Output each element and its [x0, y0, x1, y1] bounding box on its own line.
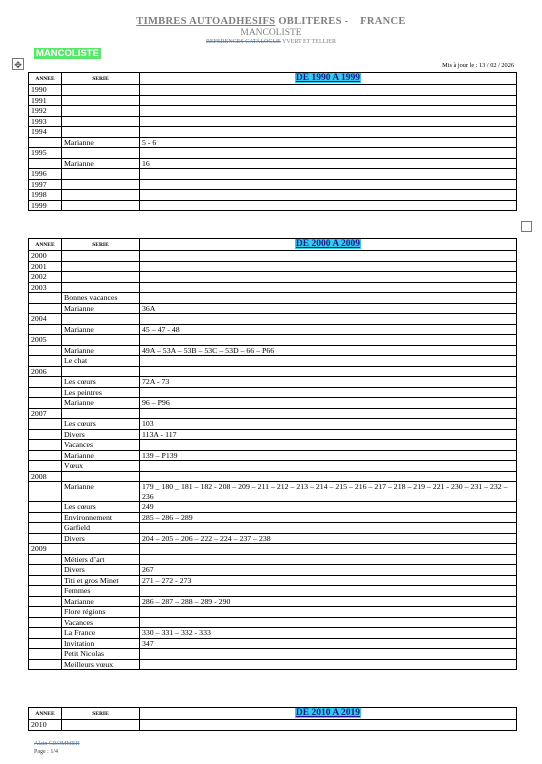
table-row: [29, 335, 517, 346]
year-cell: 2003: [29, 282, 62, 293]
table-move-handle-icon[interactable]: ✥: [12, 58, 24, 70]
stamp-numbers-cell: [140, 461, 517, 472]
serie-cell: [62, 335, 140, 346]
serie-cell: [62, 179, 140, 190]
stamp-numbers-cell: 72A - 73: [140, 377, 517, 388]
table-row: [29, 200, 517, 211]
serie-cell: Vacances: [62, 617, 140, 628]
year-column-header: ANNEE: [29, 708, 62, 720]
stamp-numbers-cell: [140, 127, 517, 138]
table-row: [29, 251, 517, 262]
year-cell: [29, 628, 62, 639]
table-row: [29, 429, 517, 440]
stamp-numbers-cell: 5 - 6: [140, 137, 517, 148]
page-footer: [34, 740, 80, 756]
serie-cell: [62, 261, 140, 272]
table-row: [29, 565, 517, 576]
serie-cell: [62, 148, 140, 159]
stamp-numbers-cell: [140, 200, 517, 211]
stamp-numbers-cell: [140, 190, 517, 201]
serie-cell: [62, 544, 140, 555]
table-row: [29, 419, 517, 430]
year-cell: [29, 440, 62, 451]
last-updated: Mis à jour le : 13 / 02 / 2026: [442, 62, 514, 69]
serie-cell: Marianne: [62, 137, 140, 148]
stamp-numbers-cell: [140, 471, 517, 482]
year-cell: 1998: [29, 190, 62, 201]
stamp-numbers-cell: [140, 106, 517, 117]
table-row: [29, 314, 517, 325]
table-row: [29, 720, 517, 731]
stamp-numbers-cell: [140, 314, 517, 325]
table-row: [29, 523, 517, 534]
stamp-numbers-cell: 330 – 331 – 332 - 333: [140, 628, 517, 639]
stamp-numbers-cell: [140, 116, 517, 127]
period-label: DE 2010 A 2019: [295, 708, 361, 719]
year-cell: 2000: [29, 251, 62, 262]
year-cell: [29, 429, 62, 440]
stamp-numbers-cell: [140, 95, 517, 106]
table-row: [29, 293, 517, 304]
stamp-numbers-cell: [140, 659, 517, 670]
serie-cell: [62, 85, 140, 96]
year-cell: [29, 377, 62, 388]
stamp-numbers-cell: 113A - 117: [140, 429, 517, 440]
page-number: Page : 1/4: [34, 749, 58, 755]
stamp-numbers-cell: [140, 85, 517, 96]
table-row: [29, 408, 517, 419]
stamp-numbers-cell: 204 – 205 – 206 – 222 – 224 – 237 – 238: [140, 533, 517, 544]
serie-cell: Meilleurs vœux: [62, 659, 140, 670]
table-row: [29, 502, 517, 513]
year-cell: 2004: [29, 314, 62, 325]
stamp-numbers-cell: [140, 440, 517, 451]
reference-rest: YVERT ET TELLIER: [280, 39, 336, 45]
table-row: [29, 554, 517, 565]
table-row: [29, 190, 517, 201]
period-header: [140, 239, 517, 251]
serie-cell: [62, 95, 140, 106]
serie-cell: [62, 127, 140, 138]
document-title: [0, 16, 542, 27]
year-cell: 1997: [29, 179, 62, 190]
year-cell: [29, 345, 62, 356]
year-cell: 2006: [29, 366, 62, 377]
serie-column-header: SERIE: [62, 73, 140, 85]
serie-cell: [62, 200, 140, 211]
document-header: [0, 16, 542, 45]
stamp-numbers-cell: [140, 617, 517, 628]
table-row: [29, 95, 517, 106]
stamp-numbers-cell: [140, 607, 517, 618]
year-cell: [29, 303, 62, 314]
year-cell: 1993: [29, 116, 62, 127]
serie-cell: Métiers d’art: [62, 554, 140, 565]
year-cell: [29, 659, 62, 670]
serie-cell: Bonnes vacances: [62, 293, 140, 304]
year-cell: [29, 533, 62, 544]
table-row: [29, 356, 517, 367]
serie-cell: Les cœurs: [62, 377, 140, 388]
year-cell: 2010: [29, 720, 62, 731]
table-row: [29, 85, 517, 96]
table-row: [29, 377, 517, 388]
year-cell: [29, 324, 62, 335]
serie-cell: Vœux: [62, 461, 140, 472]
table-row: [29, 398, 517, 409]
serie-cell: Invitation: [62, 638, 140, 649]
stamp-numbers-cell: 249: [140, 502, 517, 513]
stamp-numbers-cell: 96 – P96: [140, 398, 517, 409]
year-cell: [29, 512, 62, 523]
serie-cell: Le chat: [62, 356, 140, 367]
year-cell: [29, 617, 62, 628]
year-cell: [29, 523, 62, 534]
table-row: [29, 450, 517, 461]
serie-cell: Marianne: [62, 398, 140, 409]
table-row: [29, 106, 517, 117]
mancoliste-badge: MANCOLISTE: [36, 48, 99, 59]
stamp-numbers-cell: [140, 169, 517, 180]
stamp-numbers-cell: 45 – 47 - 48: [140, 324, 517, 335]
year-cell: [29, 554, 62, 565]
year-cell: 2009: [29, 544, 62, 555]
stamp-numbers-cell: [140, 366, 517, 377]
stamp-numbers-cell: 49A – 53A – 53B – 53C – 53D – 66 – P66: [140, 345, 517, 356]
stamp-numbers-cell: [140, 387, 517, 398]
year-cell: [29, 565, 62, 576]
table-row: [29, 512, 517, 523]
serie-cell: [62, 282, 140, 293]
serie-cell: Environnement: [62, 512, 140, 523]
year-cell: [29, 502, 62, 513]
stamp-numbers-cell: 139 – P139: [140, 450, 517, 461]
title-part-1: TIMBRES AUTOADHESIFS: [136, 16, 276, 27]
table-row: [29, 127, 517, 138]
serie-cell: [62, 251, 140, 262]
year-cell: [29, 158, 62, 169]
table-row: [29, 533, 517, 544]
table-row: [29, 179, 517, 190]
table-row: [29, 303, 517, 314]
table-row: [29, 638, 517, 649]
year-cell: [29, 607, 62, 618]
stamp-numbers-cell: [140, 251, 517, 262]
year-cell: 1990: [29, 85, 62, 96]
serie-cell: Marianne: [62, 303, 140, 314]
serie-cell: [62, 272, 140, 283]
period-header: [140, 73, 517, 85]
serie-cell: Garfield: [62, 523, 140, 534]
stamp-numbers-cell: [140, 179, 517, 190]
serie-cell: [62, 116, 140, 127]
serie-cell: Titi et gros Minet: [62, 575, 140, 586]
year-cell: [29, 596, 62, 607]
table-header-row: [29, 239, 517, 251]
table-row: [29, 628, 517, 639]
stamp-numbers-cell: 285 – 286 – 289: [140, 512, 517, 523]
serie-cell: Marianne: [62, 158, 140, 169]
year-cell: [29, 461, 62, 472]
table-row: [29, 607, 517, 618]
year-cell: [29, 482, 62, 502]
table-row: [29, 261, 517, 272]
stamp-numbers-cell: 267: [140, 565, 517, 576]
year-cell: 1999: [29, 200, 62, 211]
table-header-row: [29, 73, 517, 85]
year-cell: [29, 649, 62, 660]
stamp-numbers-cell: 286 – 287 – 288 – 289 - 290: [140, 596, 517, 607]
title-part-3: FRANCE: [360, 16, 406, 27]
table-row: [29, 596, 517, 607]
serie-column-header: SERIE: [62, 239, 140, 251]
table-row: [29, 482, 517, 502]
period-label: DE 1990 A 1999: [295, 73, 361, 84]
table-row: [29, 461, 517, 472]
year-cell: 1995: [29, 148, 62, 159]
year-cell: 2001: [29, 261, 62, 272]
year-cell: [29, 356, 62, 367]
stamp-numbers-cell: 347: [140, 638, 517, 649]
year-cell: [29, 450, 62, 461]
footer-author: Alain CROMMER: [34, 741, 80, 747]
table-row: [29, 617, 517, 628]
stamp-numbers-cell: 103: [140, 419, 517, 430]
serie-cell: Marianne: [62, 596, 140, 607]
table-row: [29, 575, 517, 586]
stamp-numbers-cell: [140, 293, 517, 304]
reference-struck: REFERENCES CATALOGUE: [206, 39, 281, 45]
stamp-numbers-cell: [140, 356, 517, 367]
serie-cell: [62, 190, 140, 201]
serie-cell: Divers: [62, 533, 140, 544]
document-subtitle: MANCOLISTE: [240, 28, 302, 38]
period-header: [140, 708, 517, 720]
year-cell: 1992: [29, 106, 62, 117]
period-label: DE 2000 A 2009: [295, 239, 361, 250]
stamp-numbers-cell: [140, 282, 517, 293]
stamp-numbers-cell: 179 _ 180 _ 181 – 182 - 208 – 209 – 211 – 212 – 213 – 214 – 215 – 216 – 217 – 218 – 219 – 221 - 230 – 231 – 232 – 236: [140, 482, 517, 502]
stamp-numbers-cell: 16: [140, 158, 517, 169]
year-column-header: ANNEE: [29, 73, 62, 85]
stamp-numbers-cell: [140, 261, 517, 272]
year-cell: [29, 137, 62, 148]
stamp-numbers-cell: [140, 544, 517, 555]
stamp-numbers-cell: [140, 649, 517, 660]
year-cell: 2002: [29, 272, 62, 283]
catalogue-reference: [0, 39, 542, 45]
table-row: [29, 282, 517, 293]
year-cell: 1996: [29, 169, 62, 180]
stamp-numbers-cell: [140, 720, 517, 731]
serie-cell: Les peintres: [62, 387, 140, 398]
serie-cell: [62, 106, 140, 117]
table-row: [29, 544, 517, 555]
serie-cell: Marianne: [62, 482, 140, 502]
serie-cell: [62, 169, 140, 180]
stamp-numbers-cell: [140, 554, 517, 565]
serie-cell: La France: [62, 628, 140, 639]
serie-cell: Marianne: [62, 450, 140, 461]
table-row: [29, 366, 517, 377]
table-row: [29, 649, 517, 660]
serie-cell: Divers: [62, 565, 140, 576]
table-row: [29, 148, 517, 159]
serie-cell: Marianne: [62, 345, 140, 356]
year-cell: [29, 575, 62, 586]
serie-cell: Les cœurs: [62, 502, 140, 513]
serie-column-header: SERIE: [62, 708, 140, 720]
stamp-numbers-cell: [140, 272, 517, 283]
mancoliste-table: [28, 707, 517, 731]
serie-cell: Vacances: [62, 440, 140, 451]
serie-cell: Les cœurs: [62, 419, 140, 430]
serie-cell: [62, 720, 140, 731]
table-row: [29, 272, 517, 283]
year-cell: [29, 419, 62, 430]
serie-cell: Divers: [62, 429, 140, 440]
table-resize-handle[interactable]: [521, 221, 532, 232]
year-cell: 2005: [29, 335, 62, 346]
table-row: [29, 471, 517, 482]
year-column-header: ANNEE: [29, 239, 62, 251]
serie-cell: Flore régions: [62, 607, 140, 618]
table-row: [29, 440, 517, 451]
stamp-numbers-cell: [140, 586, 517, 597]
table-row: [29, 158, 517, 169]
table-row: [29, 137, 517, 148]
serie-cell: [62, 471, 140, 482]
stamp-numbers-cell: [140, 408, 517, 419]
stamp-numbers-cell: [140, 335, 517, 346]
table-row: [29, 387, 517, 398]
stamp-numbers-cell: 271 – 272 - 273: [140, 575, 517, 586]
mancoliste-table: [28, 72, 517, 211]
year-cell: 2007: [29, 408, 62, 419]
year-cell: 2008: [29, 471, 62, 482]
year-cell: 1994: [29, 127, 62, 138]
stamp-numbers-cell: [140, 523, 517, 534]
table-row: [29, 345, 517, 356]
serie-cell: Petit Nicolas: [62, 649, 140, 660]
table-row: [29, 659, 517, 670]
mancoliste-table: [28, 238, 517, 670]
title-part-2: OBLITERES -: [275, 16, 349, 27]
stamp-numbers-cell: [140, 148, 517, 159]
table-header-row: [29, 708, 517, 720]
year-cell: [29, 293, 62, 304]
serie-cell: Marianne: [62, 324, 140, 335]
table-row: [29, 324, 517, 335]
serie-cell: Femmes: [62, 586, 140, 597]
table-row: [29, 169, 517, 180]
serie-cell: [62, 366, 140, 377]
table-row: [29, 586, 517, 597]
serie-cell: [62, 314, 140, 325]
year-cell: 1991: [29, 95, 62, 106]
year-cell: [29, 638, 62, 649]
serie-cell: [62, 408, 140, 419]
table-row: [29, 116, 517, 127]
year-cell: [29, 398, 62, 409]
year-cell: [29, 586, 62, 597]
year-cell: [29, 387, 62, 398]
stamp-numbers-cell: 36A: [140, 303, 517, 314]
